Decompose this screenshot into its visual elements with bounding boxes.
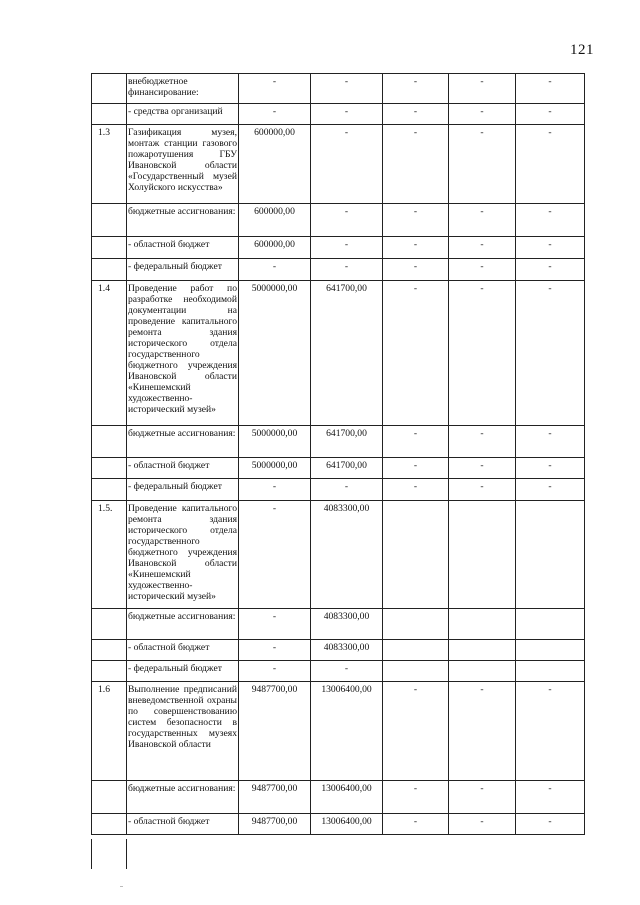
value-cell: - [239, 640, 311, 661]
value-cell [383, 501, 449, 609]
description-cell: бюджетные ассигнования: [127, 204, 239, 237]
description-cell: бюджетные ассигнования: [127, 426, 239, 458]
description-cell: бюджетные ассигнования: [127, 781, 239, 814]
value-cell: 9487700,00 [239, 682, 311, 781]
value-cell: - [383, 814, 449, 835]
row-number-cell [92, 204, 127, 237]
value-cell [516, 661, 585, 682]
value-cell: - [516, 458, 585, 479]
row-number-cell [92, 426, 127, 458]
row-number-cell [92, 640, 127, 661]
value-cell: - [516, 125, 585, 204]
description-cell: - областной бюджет [127, 814, 239, 835]
description-cell: - областной бюджет [127, 640, 239, 661]
value-cell: - [311, 104, 383, 125]
description-cell: Проведение работ по разработке необходимой документации на проведение капитального ремонта здания исторического отдела государственного бюджетного учреждения Ивановской области «Кинешемский художественно-исторический музей» [127, 281, 239, 426]
value-cell [516, 640, 585, 661]
value-cell: - [516, 814, 585, 835]
row-number-cell [92, 661, 127, 682]
table-row [92, 479, 585, 501]
value-cell: - [383, 237, 449, 259]
value-cell: - [449, 204, 516, 237]
value-cell: - [311, 237, 383, 259]
value-cell: - [449, 259, 516, 281]
value-cell [383, 640, 449, 661]
description-cell: - областной бюджет [127, 458, 239, 479]
value-cell: 641700,00 [311, 426, 383, 458]
table-continuation-line [126, 839, 127, 869]
value-cell: 5000000,00 [239, 426, 311, 458]
table-row [92, 104, 585, 125]
value-cell: 4083300,00 [311, 501, 383, 609]
value-cell: - [383, 426, 449, 458]
value-cell: - [449, 237, 516, 259]
value-cell [516, 501, 585, 609]
value-cell: - [311, 204, 383, 237]
table-row [92, 426, 585, 458]
row-number-cell [92, 237, 127, 259]
value-cell: - [516, 426, 585, 458]
table-row [92, 125, 585, 204]
value-cell: - [516, 781, 585, 814]
value-cell: - [383, 781, 449, 814]
row-number-cell [92, 458, 127, 479]
table-row [92, 237, 585, 259]
value-cell: 5000000,00 [239, 281, 311, 426]
row-number-cell: 1.4 [92, 281, 127, 426]
value-cell: - [311, 661, 383, 682]
table-row [92, 204, 585, 237]
value-cell: - [311, 125, 383, 204]
row-number-cell [92, 781, 127, 814]
value-cell: 9487700,00 [239, 814, 311, 835]
value-cell: - [516, 204, 585, 237]
value-cell: - [516, 74, 585, 104]
description-cell: - средства организаций [127, 104, 239, 125]
value-cell: - [516, 281, 585, 426]
row-number-cell [92, 74, 127, 104]
value-cell: - [449, 458, 516, 479]
value-cell: - [383, 281, 449, 426]
row-number-cell [92, 609, 127, 640]
value-cell: - [239, 661, 311, 682]
row-number-cell [92, 104, 127, 125]
value-cell [383, 661, 449, 682]
value-cell: - [239, 479, 311, 501]
row-number-cell [92, 814, 127, 835]
description-cell: Выполнение предписаний вневедомственной охраны по совершенствованию систем безопасности в государственных музеях Ивановской области [127, 682, 239, 781]
value-cell: - [449, 125, 516, 204]
description-cell: - федеральный бюджет [127, 479, 239, 501]
value-cell: 9487700,00 [239, 781, 311, 814]
row-number-cell [92, 479, 127, 501]
value-cell: 600000,00 [239, 125, 311, 204]
value-cell: - [383, 259, 449, 281]
budget-table [91, 73, 585, 835]
value-cell: 4083300,00 [311, 609, 383, 640]
table-row [92, 814, 585, 835]
value-cell: - [383, 479, 449, 501]
value-cell: 600000,00 [239, 237, 311, 259]
value-cell: 13006400,00 [311, 814, 383, 835]
row-number-cell [92, 259, 127, 281]
table-row [92, 458, 585, 479]
value-cell: 600000,00 [239, 204, 311, 237]
value-cell: - [516, 259, 585, 281]
value-cell: - [239, 259, 311, 281]
value-cell: - [311, 74, 383, 104]
table-row [92, 74, 585, 104]
description-cell: бюджетные ассигнования: [127, 609, 239, 640]
value-cell: - [516, 682, 585, 781]
row-number-cell: 1.5. [92, 501, 127, 609]
description-cell: - федеральный бюджет [127, 259, 239, 281]
table-row [92, 661, 585, 682]
table-body [92, 74, 585, 835]
value-cell: 13006400,00 [311, 682, 383, 781]
value-cell [516, 609, 585, 640]
value-cell: - [383, 125, 449, 204]
page-number: 121 [570, 42, 594, 58]
value-cell: - [311, 259, 383, 281]
value-cell [383, 609, 449, 640]
table-row [92, 609, 585, 640]
table-continuation-line [91, 839, 92, 869]
value-cell: - [516, 237, 585, 259]
value-cell: - [449, 281, 516, 426]
table-row [92, 682, 585, 781]
value-cell: - [516, 104, 585, 125]
value-cell [449, 501, 516, 609]
scan-artifact [120, 886, 123, 887]
value-cell: - [239, 609, 311, 640]
budget-table-wrap [91, 73, 584, 835]
value-cell: 4083300,00 [311, 640, 383, 661]
value-cell: - [383, 104, 449, 125]
table-row [92, 640, 585, 661]
value-cell: - [239, 104, 311, 125]
value-cell: 641700,00 [311, 281, 383, 426]
table-row [92, 259, 585, 281]
value-cell: - [516, 479, 585, 501]
table-row [92, 281, 585, 426]
value-cell: - [239, 74, 311, 104]
value-cell [449, 661, 516, 682]
value-cell: 641700,00 [311, 458, 383, 479]
value-cell: - [239, 501, 311, 609]
description-cell: - областной бюджет [127, 237, 239, 259]
value-cell: - [311, 479, 383, 501]
value-cell: - [383, 682, 449, 781]
table-row [92, 501, 585, 609]
value-cell: 13006400,00 [311, 781, 383, 814]
value-cell [449, 609, 516, 640]
value-cell: - [449, 104, 516, 125]
value-cell: - [449, 426, 516, 458]
value-cell: - [449, 781, 516, 814]
value-cell: - [449, 479, 516, 501]
description-cell: Газификация музея, монтаж станции газового пожаротушения ГБУ Ивановской области «Государственный музей Холуйского искусства» [127, 125, 239, 204]
value-cell: - [449, 814, 516, 835]
value-cell: - [383, 74, 449, 104]
value-cell: - [449, 74, 516, 104]
value-cell: - [449, 682, 516, 781]
table-row [92, 781, 585, 814]
value-cell [449, 640, 516, 661]
description-cell: - федеральный бюджет [127, 661, 239, 682]
value-cell: 5000000,00 [239, 458, 311, 479]
row-number-cell: 1.3 [92, 125, 127, 204]
value-cell: - [383, 458, 449, 479]
row-number-cell: 1.6 [92, 682, 127, 781]
description-cell: внебюджетное финансирование: [127, 74, 239, 104]
description-cell: Проведение капитального ремонта здания исторического отдела государственного бюджетного учреждения Ивановской области «Кинешемский художественно-исторический музей» [127, 501, 239, 609]
value-cell: - [383, 204, 449, 237]
